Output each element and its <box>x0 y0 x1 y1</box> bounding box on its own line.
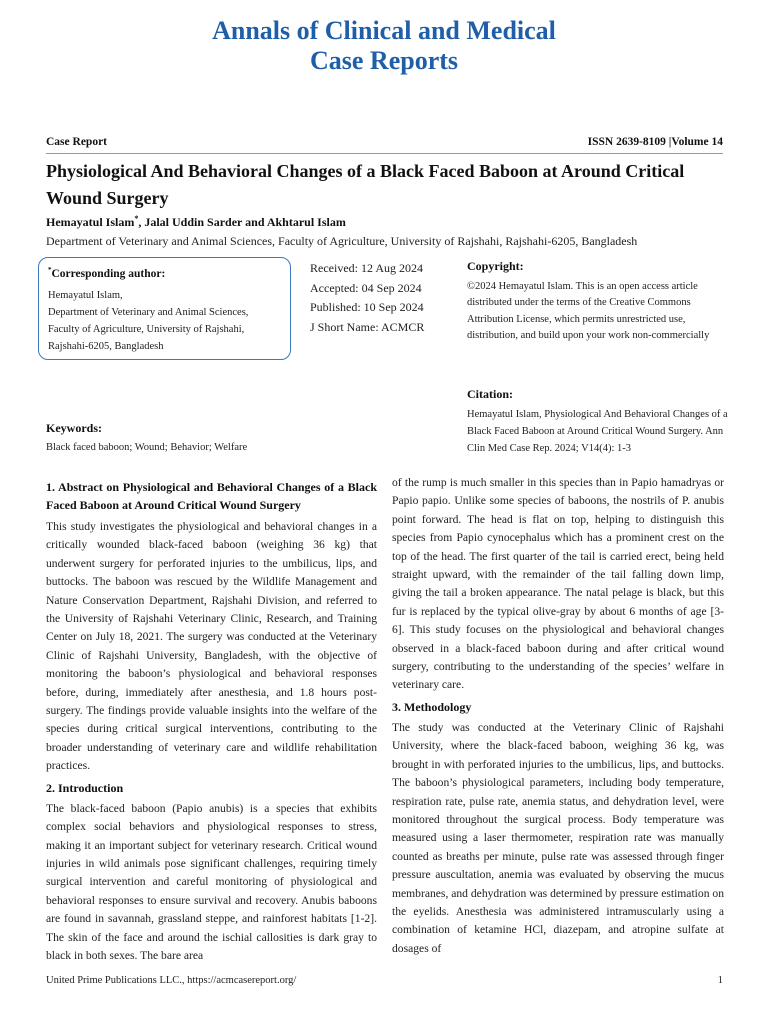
corr-title-text: Corresponding author: <box>51 267 166 280</box>
article-type: Case Report <box>46 136 107 148</box>
corr-line-2: Department of Veterinary and Animal Sciences, <box>48 306 249 318</box>
methodology-heading: 3. Methodology <box>392 699 472 714</box>
published-date: Published: 10 Sep 2024 <box>310 300 424 314</box>
corr-line-3: Faculty of Agriculture, University of Rajshahi, <box>48 323 245 335</box>
corr-line-4: Rajshahi-6205, Bangladesh <box>48 340 164 352</box>
short-name: J Short Name: ACMCR <box>310 319 425 334</box>
authors <box>46 214 346 230</box>
keywords-text: Black faced baboon; Wound; Behavior; Welfare <box>46 442 248 453</box>
corresponding-mark: * <box>134 214 139 223</box>
affiliation: Department of Veterinary and Animal Sciences, Faculty of Agriculture, University of Rajshahi, Rajshahi-6205, Bangladesh <box>46 234 638 248</box>
introduction-heading: 2. Introduction <box>46 780 124 795</box>
introduction-continued: of the rump is much smaller in this species than in Papio hamadryas or Papio papio. Unlike some species of baboons, the nostrils of P. anubis point forward. The head is flat on top, helping to distinguish this species from Papio cynocephalus which has a prominent crest on the top of the head. The first quarter of the tail is carried erect, being held straight upward, with the remainder of the tail falling down limp, giving the tail a broken appearance. The natal pelage is black, but this fur is replaced by the typical olive-gray by about 6 months of age [3-6]. This study focuses on the physiological and behavioral changes observed in a black-faced baboon during and after critical wound surgery, contributing to the understanding of the species’ welfare in veterinary care. <box>392 476 724 692</box>
page-number: 1 <box>717 975 723 986</box>
header-rule <box>46 153 723 154</box>
publisher-link[interactable]: United Prime Publications LLC., https://acmcasereport.org/ <box>46 975 297 986</box>
corr-mark: * <box>48 266 52 274</box>
accepted-date: Accepted: 04 Sep 2024 <box>310 280 422 295</box>
citation-text: Hemayatul Islam, Physiological And Behavioral Changes of a Black Faced Baboon at Around Critical Wound Surgery. Ann Clin Med Case Rep. 2024; V14(4): 1-3 <box>467 409 728 454</box>
journal-title-line1: Annals of Clinical and Medical <box>212 16 556 45</box>
methodology-text: The study was conducted at the Veterinary Clinic of Rajshahi University, where the black-faced baboon, weighing 36 kg, was brought in with perforated injuries to the umbilicus, lips, and buttocks. The baboon’s physiological parameters, including body temperature, respiration rate, pulse rate, anemia status, and dehydration level, were monitored throughout the surgical process. Body temperature was measured using a laser thermometer, respiration rate was manually counted as breaths per minute, pulse rate was assessed through finger pressure auscultation, anemia was evaluated by observing the mucus membranes, and dehydration was determined by pressure estimation on the eyelids. Anesthesia was administered intramuscularly using a combination of ketamine HCl, diazepam, and atropine sulfate at dosages of <box>392 720 724 955</box>
keywords-heading: Keywords: <box>46 421 102 435</box>
left-column <box>46 478 377 965</box>
corr-line-1: Hemayatul Islam, <box>48 289 123 301</box>
page-footer <box>46 975 723 986</box>
right-column <box>392 474 724 958</box>
abstract-heading: 1. Abstract on Physiological and Behavioral Changes of a Black Faced Baboon at Around Critical Wound Surgery <box>46 480 377 512</box>
author-rest: , Jalal Uddin Sarder and Akhtarul Islam <box>138 215 346 229</box>
received-date: Received: 12 Aug 2024 <box>310 261 423 275</box>
abstract-text: This study investigates the physiological and behavioral changes in a critically wounded black-faced baboon (weighing 36 kg) that underwent surgery for perforated injuries to the umbilicus, lips, and buttocks. The baboon was rescued by the Wildlife Management and Nature Conservation Department, Rajshahi Division, and referred to the University of Rajshahi Veterinary Clinic, Research, and Training Center on July 18, 2021. The surgery was conducted at the Veterinary Clinic of Rajshahi University, Bangladesh, with the objective of monitoring the baboon’s physiological and behavioral responses before, during, immediately after anesthesia, and 1.8 hours post-surgery. The findings provide valuable insights into the welfare of the species during critical surgical interventions, contributing to the broader understanding of veterinary care and wildlife rehabilitation practices. <box>46 520 377 773</box>
header-meta <box>46 136 723 148</box>
corresponding-author-title <box>48 266 280 280</box>
issn-volume: ISSN 2639-8109 |Volume 14 <box>587 136 723 148</box>
copyright-text: ©2024 Hemayatul Islam. This is an open access article distributed under the terms of the Creative Commons Attribution License, which permits unrestricted use, distribution, and build upon your work non-commercially <box>467 281 710 342</box>
journal-title <box>0 16 768 76</box>
copyright-heading: Copyright: <box>467 259 524 273</box>
article-dates <box>310 259 424 337</box>
journal-title-line2: Case Reports <box>309 46 459 75</box>
citation-heading: Citation: <box>467 387 513 401</box>
article-title: Physiological And Behavioral Changes of a Black Faced Baboon at Around Critical Wound Surgery <box>46 161 685 208</box>
corresponding-author-box <box>38 257 291 360</box>
author-first: Hemayatul Islam <box>46 215 135 229</box>
introduction-text: The black-faced baboon (Papio anubis) is a species that exhibits complex social behaviors and physiological responses to stress, making it an important subject for veterinary research. Critical wound injuries in wild animals pose significant challenges, requiring timely surgical intervention and careful monitoring of physiological and behavioral responses to ensure survival and recovery. Anubis baboons are found in savannah, grassland steppe, and rainforest habitats [1-2]. The skin of the face and around the ischial callosities is dark gray to black in both sexes. The bare area <box>46 801 377 962</box>
